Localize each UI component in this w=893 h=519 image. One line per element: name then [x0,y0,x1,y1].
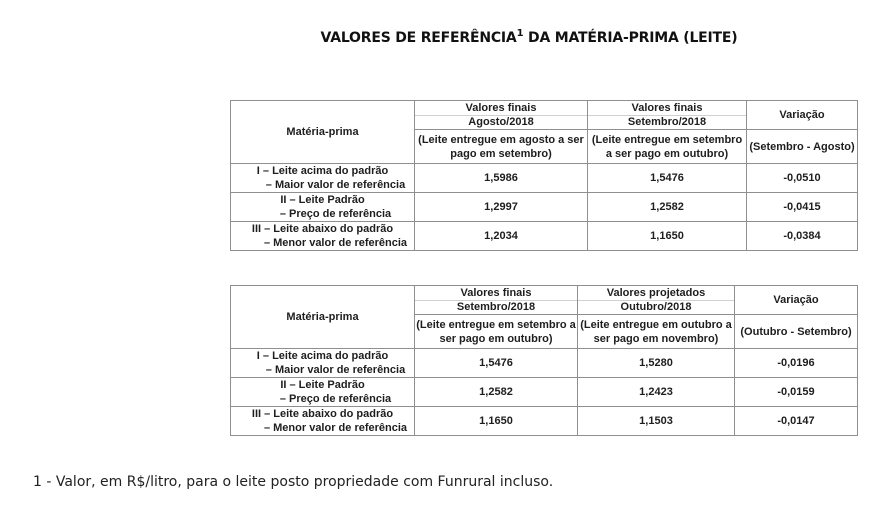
value-col1: 1,2582 [415,378,578,407]
table-row [231,222,858,251]
row-label-sub: – Preço de referência [279,208,392,220]
row-label-main: III – Leite abaixo do padrão [251,223,394,235]
row-label-sub: – Preço de referência [279,393,392,405]
value-col1: 1,1650 [415,407,578,436]
value-col2: 1,5280 [578,349,735,378]
header-col3: Variação [735,286,858,315]
value-col1: 1,5986 [415,164,588,193]
value-variation: -0,0159 [735,378,858,407]
page-title [0,30,893,46]
header-col3-sub: (Setembro - Agosto) [747,130,858,164]
row-label [231,378,415,407]
row-label-main: I – Leite acima do padrão [256,350,389,362]
row-label-main: II – Leite Padrão [280,194,365,206]
header-col1-line1: Valores finais [415,286,577,301]
value-col2: 1,1650 [588,222,747,251]
header-raw-material: Matéria-prima [231,286,415,349]
footnote: 1 - Valor, em R$/litro, para o leite posto propriedade com Funrural incluso. [33,474,554,490]
row-label [231,407,415,436]
header-col2-line2: Setembro/2018 [627,116,707,128]
table-row [231,193,858,222]
table-row [231,349,858,378]
footnote-marker: 1 [516,28,524,39]
header-col2-line1: Valores finais [588,101,746,116]
header-col1-sub: (Leite entregue em setembro a ser pago em outubro) [415,315,578,349]
row-label-sub: – Maior valor de referência [265,179,406,191]
table-row [231,378,858,407]
header-col3-sub: (Outubro - Setembro) [735,315,858,349]
value-variation: -0,0196 [735,349,858,378]
header-col2-line2: Outubro/2018 [620,301,692,313]
row-label [231,193,415,222]
row-label-sub: – Menor valor de referência [263,237,408,249]
reference-table-sep-oct [230,285,858,436]
table-row [231,164,858,193]
row-label [231,164,415,193]
row-label-main: III – Leite abaixo do padrão [251,408,394,420]
header-col1-sub: (Leite entregue em agosto a ser pago em setembro) [415,130,588,164]
value-col2: 1,2582 [588,193,747,222]
header-col1-line1: Valores finais [415,101,587,116]
value-col2: 1,5476 [588,164,747,193]
value-col1: 1,2034 [415,222,588,251]
value-variation: -0,0415 [747,193,858,222]
header-col2 [588,101,747,130]
value-variation: -0,0384 [747,222,858,251]
value-col2: 1,1503 [578,407,735,436]
row-label [231,349,415,378]
value-col1: 1,5476 [415,349,578,378]
row-label-main: II – Leite Padrão [280,379,365,391]
header-col2-line1: Valores projetados [578,286,734,301]
title-text-rest: DA MATÉRIA-PRIMA (LEITE) [523,30,738,46]
value-variation: -0,0510 [747,164,858,193]
header-col1-line2: Agosto/2018 [468,116,534,128]
header-col2 [578,286,735,315]
header-col2-sub: (Leite entregue em setembro a ser pago em outubro) [588,130,747,164]
value-col2: 1,2423 [578,378,735,407]
row-label [231,222,415,251]
row-label-sub: – Menor valor de referência [263,422,408,434]
header-col1 [415,286,578,315]
header-raw-material: Matéria-prima [231,101,415,164]
title-text: VALORES DE REFERÊNCIA [320,30,517,46]
row-label-sub: – Maior valor de referência [265,364,406,376]
value-variation: -0,0147 [735,407,858,436]
value-col1: 1,2997 [415,193,588,222]
header-col2-sub: (Leite entregue em outubro a ser pago em novembro) [578,315,735,349]
header-col1-line2: Setembro/2018 [456,301,536,313]
row-label-main: I – Leite acima do padrão [256,165,389,177]
reference-table-aug-sep [230,100,858,251]
header-col3: Variação [747,101,858,130]
header-col1 [415,101,588,130]
table-row [231,407,858,436]
